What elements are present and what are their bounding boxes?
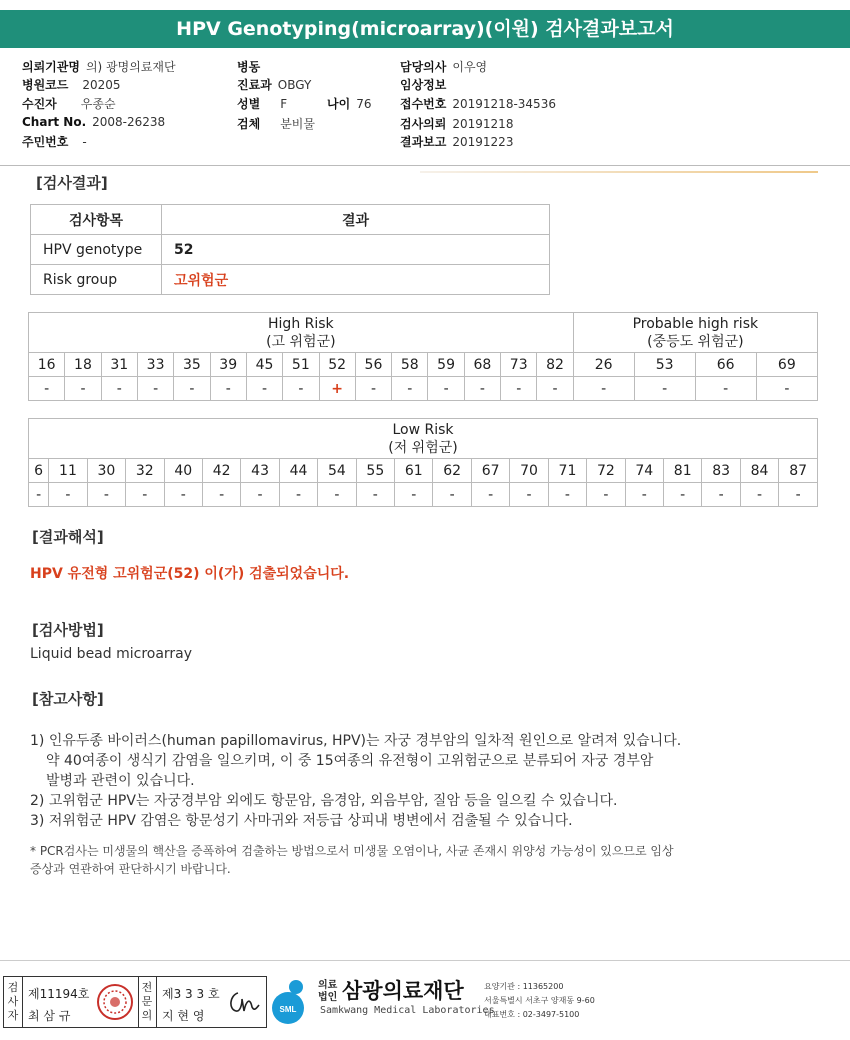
hpv-type-cell: 45 <box>246 353 282 377</box>
hpv-result-cell: - <box>510 483 548 507</box>
hpv-result-cell: - <box>356 483 394 507</box>
org-name-en: Samkwang Medical Laboratories <box>320 1005 495 1016</box>
org-phone: 대표번호 : 02-3497-5100 <box>484 1010 580 1019</box>
hpv-type-cell: 87 <box>779 459 818 483</box>
high-risk-grid <box>28 312 818 401</box>
highlight-line <box>420 171 818 173</box>
stamp-divider-3 <box>156 977 157 1027</box>
pcr-note-a: * PCR검사는 미생물의 핵산을 증폭하여 검출하는 방법으로서 미생물 오염이나, 사균 존재시 위양성 가능성이 있으므로 임상 <box>30 844 674 858</box>
org-name: 삼광의료재단 <box>342 979 464 1003</box>
signature-box <box>3 976 267 1028</box>
hpv-type-cell: 61 <box>395 459 433 483</box>
specialist-name: 지 현 영 <box>162 1009 205 1023</box>
hpv-result-cell: - <box>246 377 282 401</box>
hpv-result-cell: - <box>587 483 625 507</box>
result-table <box>30 204 550 295</box>
hpv-type-cell: 84 <box>740 459 778 483</box>
note-2: 2) 고위험군 HPV는 자궁경부암 외에도 항문암, 음경암, 외음부암, 질암 등을 일으킬 수 있습니다. <box>30 793 618 809</box>
pcr-note <box>30 842 830 878</box>
hpv-type-cell: 73 <box>501 353 537 377</box>
resident-value: - <box>82 135 87 149</box>
hpv-result-cell: - <box>428 377 464 401</box>
method-text: Liquid bead microarray <box>30 646 193 662</box>
low-risk-header <box>29 419 818 459</box>
stamp-divider-2 <box>138 977 139 1027</box>
high-risk-header <box>29 313 574 353</box>
interpretation-text: HPV 유전형 고위험군(52) 이(가) 검출되었습니다. <box>30 566 350 582</box>
signature-icon <box>226 987 262 1017</box>
low-risk-title-en: Low Risk <box>392 421 454 438</box>
org-address: 서울특별시 서초구 양재동 9-60 <box>484 996 595 1005</box>
hpv-result-cell: - <box>283 377 319 401</box>
risk-value: 고위험군 <box>162 265 550 295</box>
high-risk-title-ko: (고 위험군) <box>266 333 336 350</box>
genotype-label: HPV genotype <box>31 235 162 265</box>
hpv-type-cell: 70 <box>510 459 548 483</box>
section-method-title: [검사방법] <box>32 621 104 639</box>
hpv-type-cell: 18 <box>65 353 101 377</box>
sml-logo-icon <box>270 978 320 1026</box>
hpv-type-cell: 68 <box>464 353 500 377</box>
hpv-type-cell: 44 <box>279 459 317 483</box>
specimen-label: 검체 <box>237 117 261 131</box>
hpv-type-cell: 35 <box>174 353 210 377</box>
hospital-value: 의) 광명의료재단 <box>85 60 176 74</box>
hpv-result-cell: - <box>318 483 356 507</box>
hpv-type-cell: 26 <box>573 353 634 377</box>
hpv-result-cell: - <box>279 483 317 507</box>
patient-label: 수진자 <box>22 97 57 111</box>
hpv-result-cell: - <box>49 483 87 507</box>
hpv-type-cell: 33 <box>137 353 173 377</box>
low-risk-grid <box>28 418 818 507</box>
result-header-row <box>31 205 550 235</box>
hpv-result-cell: - <box>87 483 125 507</box>
logo-text: SML <box>279 1005 297 1014</box>
hpv-result-cell: - <box>29 377 65 401</box>
receipt-value: 20191218-34536 <box>452 97 556 111</box>
hpv-type-cell: 81 <box>664 459 702 483</box>
header-item: 검사항목 <box>31 205 162 235</box>
chart-label: Chart No. <box>22 115 87 129</box>
hpv-type-cell: 30 <box>87 459 125 483</box>
clinical-label: 임상정보 <box>400 78 447 92</box>
hpv-type-cell: 40 <box>164 459 202 483</box>
hpv-type-cell: 82 <box>537 353 573 377</box>
hpv-result-cell: - <box>634 377 695 401</box>
footer-divider <box>0 960 850 961</box>
inspector-name: 최 삼 규 <box>28 1009 71 1023</box>
high-risk-types-row <box>29 353 818 377</box>
hpv-type-cell: 54 <box>318 459 356 483</box>
hpv-result-cell: - <box>664 483 702 507</box>
hpv-result-cell: - <box>137 377 173 401</box>
notes-list <box>30 731 830 831</box>
org-info <box>484 980 595 1022</box>
hpv-type-cell: 67 <box>471 459 509 483</box>
hpv-type-cell: 83 <box>702 459 740 483</box>
hpv-result-cell: - <box>433 483 471 507</box>
age-label: 나이 <box>327 97 351 111</box>
section-result-title: [검사결과] <box>36 174 108 192</box>
hpv-result-cell: - <box>101 377 137 401</box>
dept-label: 진료과 <box>237 78 272 92</box>
hpv-result-cell: - <box>174 377 210 401</box>
low-risk-header-row <box>29 419 818 459</box>
hpv-type-cell: 51 <box>283 353 319 377</box>
hpv-result-cell: - <box>126 483 164 507</box>
hpv-result-cell: - <box>65 377 101 401</box>
hpv-result-cell: - <box>395 483 433 507</box>
sex-label: 성별 <box>237 97 261 111</box>
specialist-no: 제3 3 3 호 <box>162 987 220 1001</box>
genotype-row <box>31 235 550 265</box>
risk-label: Risk group <box>31 265 162 295</box>
high-risk-header-row <box>29 313 818 353</box>
hpv-type-cell: 52 <box>319 353 355 377</box>
doctor-label: 담당의사 <box>400 60 447 74</box>
request-value: 20191218 <box>452 117 514 131</box>
hpv-result-cell: - <box>740 483 778 507</box>
hpv-type-cell: 56 <box>355 353 391 377</box>
specialist-label: 전문의 <box>141 981 153 1022</box>
inspector-label: 검사자 <box>7 981 19 1022</box>
dept-value: OBGY <box>277 78 312 92</box>
hpv-result-cell: - <box>548 483 586 507</box>
note-1c: 발병과 관련이 있습니다. <box>46 773 195 789</box>
hpv-result-cell: + <box>319 377 355 401</box>
note-3: 3) 저위험군 HPV 감염은 항문성기 사마귀와 저등급 상피내 병변에서 검출될 수 있습니다. <box>30 813 573 829</box>
hpv-result-cell: - <box>625 483 663 507</box>
code-label: 병원코드 <box>22 78 69 92</box>
hpv-type-cell: 58 <box>392 353 428 377</box>
hpv-result-cell: - <box>695 377 756 401</box>
hpv-result-cell: - <box>202 483 240 507</box>
report-date-value: 20191223 <box>452 135 514 149</box>
patient-info-block <box>0 56 850 166</box>
low-risk-results-row <box>29 483 818 507</box>
high-risk-results-row <box>29 377 818 401</box>
report-date-label: 결과보고 <box>400 135 447 149</box>
resident-label: 주민번호 <box>22 135 69 149</box>
hpv-type-cell: 43 <box>241 459 279 483</box>
hpv-type-cell: 72 <box>587 459 625 483</box>
hpv-result-cell: - <box>756 377 817 401</box>
note-1a: 1) 인유두종 바이러스(human papillomavirus, HPV)는 자궁 경부암의 일차적 원인으로 알려져 있습니다. <box>30 733 682 749</box>
hpv-result-cell: - <box>537 377 573 401</box>
stamp-divider-1 <box>22 977 23 1027</box>
header-result: 결과 <box>162 205 550 235</box>
chart-value: 2008-26238 <box>92 115 166 129</box>
hpv-type-cell: 71 <box>548 459 586 483</box>
request-label: 검사의뢰 <box>400 117 447 131</box>
hpv-result-cell: - <box>392 377 428 401</box>
note-1b: 약 40여종이 생식기 감염을 일으키며, 이 중 15여종의 유전형이 고위험군으로 분류되어 자궁 경부암 <box>46 753 654 769</box>
hpv-type-cell: 62 <box>433 459 471 483</box>
hpv-result-cell: - <box>241 483 279 507</box>
hpv-type-cell: 69 <box>756 353 817 377</box>
hpv-type-cell: 32 <box>126 459 164 483</box>
hpv-type-cell: 74 <box>625 459 663 483</box>
probable-title-ko: (중등도 위험군) <box>647 333 744 350</box>
specimen-value: 분비물 <box>280 117 315 131</box>
code-value: 20205 <box>82 78 121 92</box>
patient-value: 우종순 <box>80 97 116 111</box>
care-no: 요양기관 : 11365200 <box>484 982 564 991</box>
inspector-no: 제11194호 <box>28 987 90 1001</box>
genotype-value: 52 <box>162 235 550 265</box>
hpv-result-cell: - <box>702 483 740 507</box>
hpv-type-cell: 53 <box>634 353 695 377</box>
report-title: HPV Genotyping(microarray)(이원) 검사결과보고서 <box>0 10 850 48</box>
pcr-note-b: 증상과 연관하여 판단하시기 바랍니다. <box>30 862 231 876</box>
hpv-type-cell: 42 <box>202 459 240 483</box>
red-seal-icon <box>96 983 134 1021</box>
receipt-label: 접수번호 <box>400 97 447 111</box>
doctor-value: 이우영 <box>452 60 488 74</box>
hpv-result-cell: - <box>210 377 246 401</box>
high-risk-title-en: High Risk <box>268 315 334 332</box>
low-risk-types-row <box>29 459 818 483</box>
hpv-type-cell: 11 <box>49 459 87 483</box>
probable-title-en: Probable high risk <box>632 315 759 332</box>
ward-label: 병동 <box>237 60 261 74</box>
hpv-result-cell: - <box>573 377 634 401</box>
hpv-result-cell: - <box>501 377 537 401</box>
org-kind: 의료법인 <box>318 980 338 1003</box>
hpv-result-cell: - <box>164 483 202 507</box>
hpv-type-cell: 66 <box>695 353 756 377</box>
hpv-type-cell: 6 <box>29 459 49 483</box>
hpv-result-cell: - <box>464 377 500 401</box>
hpv-result-cell: - <box>471 483 509 507</box>
low-risk-title-ko: (저 위험군) <box>388 439 458 456</box>
probable-risk-header <box>573 313 817 353</box>
hpv-type-cell: 39 <box>210 353 246 377</box>
hpv-type-cell: 55 <box>356 459 394 483</box>
hpv-type-cell: 16 <box>29 353 65 377</box>
section-notes-title: [참고사항] <box>32 690 104 708</box>
hpv-result-cell: - <box>355 377 391 401</box>
sex-value: F <box>280 97 288 111</box>
risk-row <box>31 265 550 295</box>
hpv-result-cell: - <box>779 483 818 507</box>
hpv-type-cell: 31 <box>101 353 137 377</box>
hpv-result-cell: - <box>29 483 49 507</box>
hospital-label: 의뢰기관명 <box>22 60 80 74</box>
hpv-type-cell: 59 <box>428 353 464 377</box>
section-interpretation-title: [결과해석] <box>32 528 104 546</box>
age-value: 76 <box>356 97 372 111</box>
